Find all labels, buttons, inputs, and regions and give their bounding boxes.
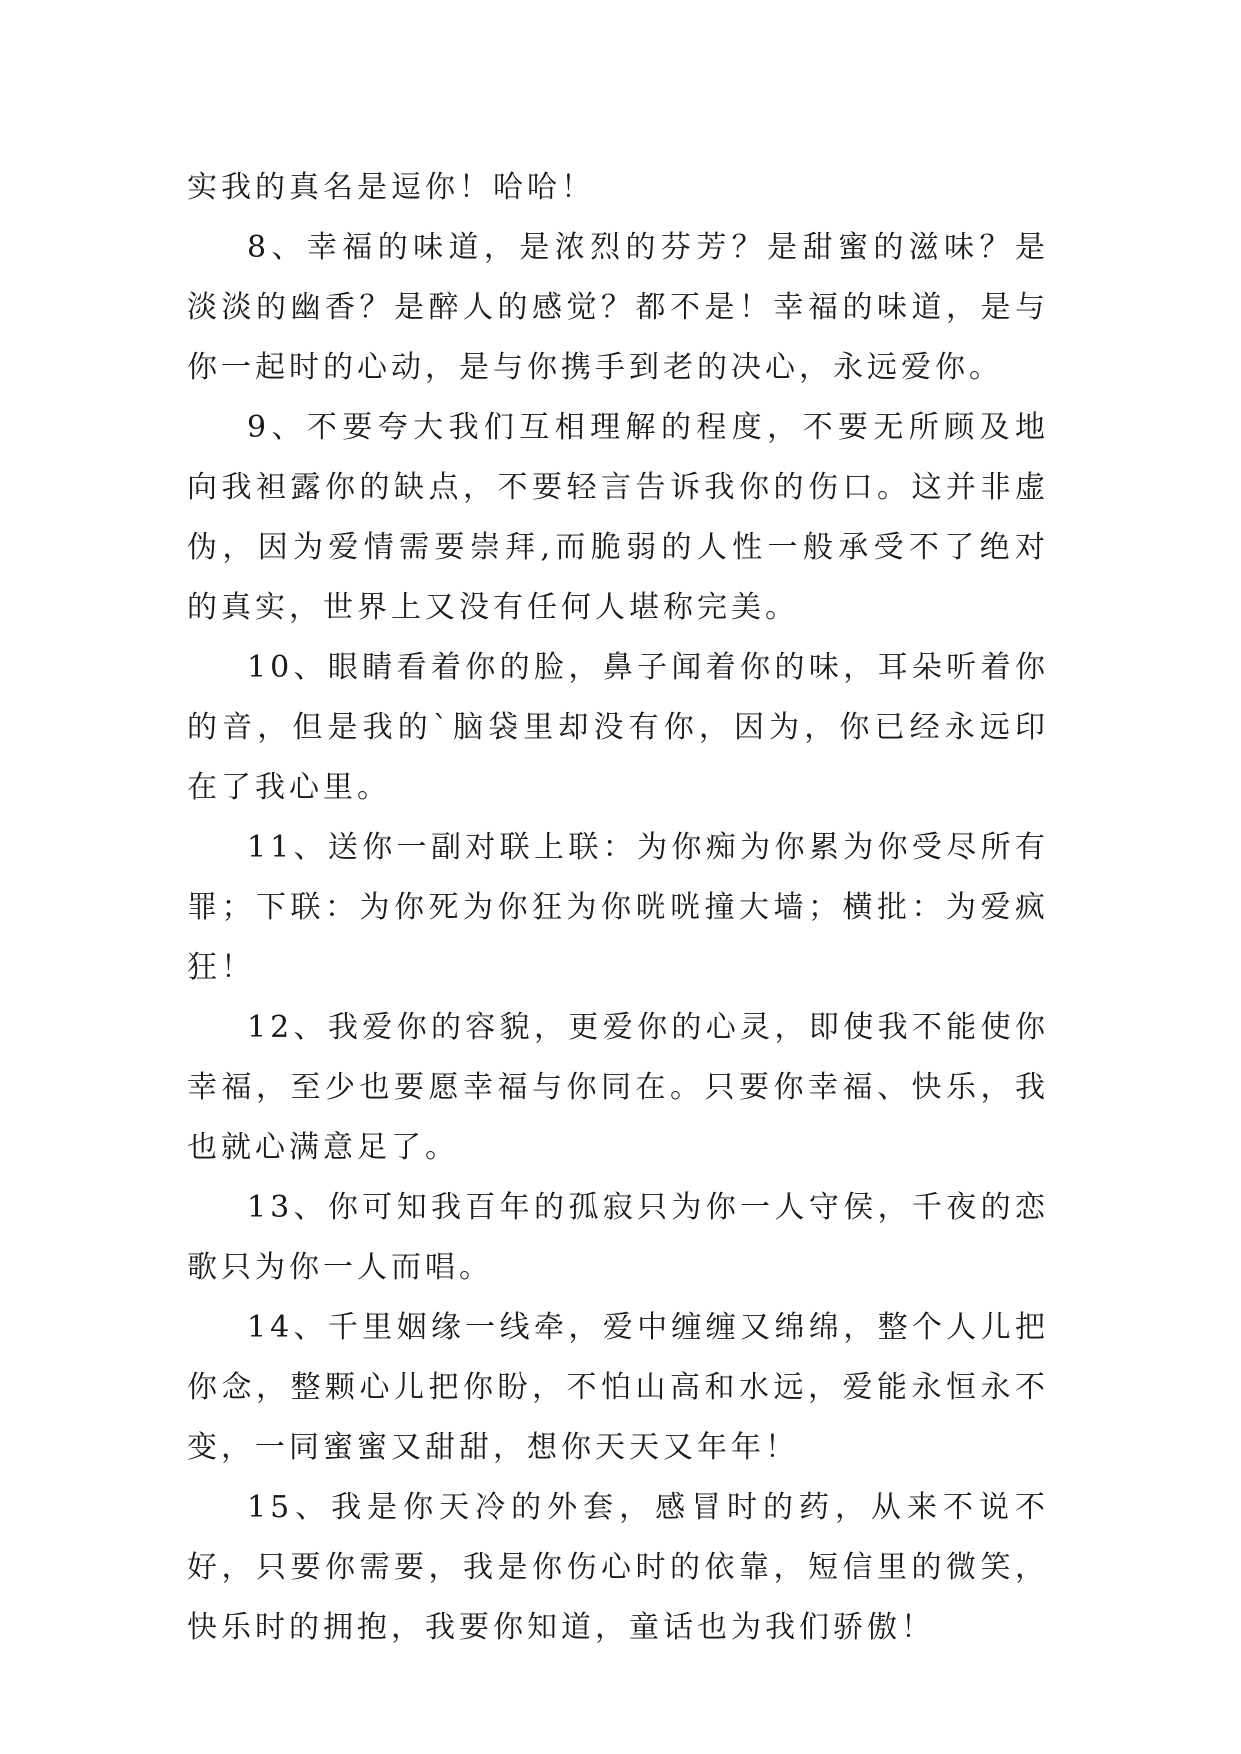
paragraph-14: 14、千里姻缘一线牵，爱中缠缠又绵绵，整个人儿把你念，整颗心儿把你盼，不怕山高和水远，爱能永恒永不变，一同蜜蜜又甜甜，想你天天又年年！	[187, 1310, 1049, 1465]
paragraph-continued: 实我的真名是逗你！哈哈！	[187, 170, 595, 205]
paragraph-12: 12、我爱你的容貌，更爱你的心灵，即使我不能使你幸福，至少也要愿幸福与你同在。只要你幸福、快乐，我也就心满意足了。	[187, 1010, 1049, 1165]
paragraph-9: 9、不要夸大我们互相理解的程度，不要无所顾及地向我袒露你的缺点，不要轻言告诉我你的伤口。这并非虚伪，因为爱情需要崇拜,而脆弱的人性一般承受不了绝对的真实，世界上又没有任何人堪称完美。	[187, 410, 1049, 625]
paragraph-11: 11、送你一副对联上联：为你痴为你累为你受尽所有罪；下联：为你死为你狂为你咣咣撞大墙；横批：为爱疯狂！	[187, 830, 1049, 985]
paragraph-13: 13、你可知我百年的孤寂只为你一人守侯，千夜的恋歌只为你一人而唱。	[187, 1190, 1049, 1285]
paragraph-10: 10、眼睛看着你的脸，鼻子闻着你的味，耳朵听着你的音，但是我的`脑袋里却没有你，因为，你已经永远印在了我心里。	[187, 650, 1049, 805]
document-body	[187, 158, 1049, 1658]
paragraph-15: 15、我是你天冷的外套，感冒时的药，从来不说不好，只要你需要，我是你伤心时的依靠，短信里的微笑，快乐时的拥抱，我要你知道，童话也为我们骄傲！	[187, 1490, 1049, 1645]
paragraph-8: 8、幸福的味道，是浓烈的芬芳？是甜蜜的滋味？是淡淡的幽香？是醉人的感觉？都不是！幸福的味道，是与你一起时的心动，是与你携手到老的决心，永远爱你。	[187, 230, 1049, 385]
